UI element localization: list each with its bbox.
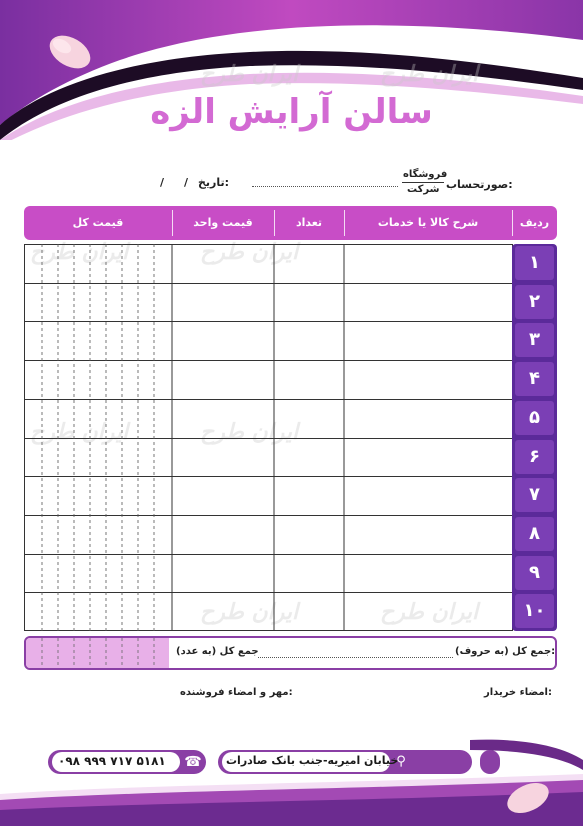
- row-number: ۱: [515, 246, 554, 280]
- totals-amount-cells: [26, 638, 169, 668]
- total-in-words-label: جمع کل (به حروف):: [455, 646, 556, 657]
- date-separator: /: [184, 176, 189, 189]
- row-number: ۲: [515, 285, 554, 319]
- page-title: سالن آرایش الزه: [150, 92, 433, 132]
- total-in-numbers-label: جمع کل (به عدد): [176, 646, 259, 657]
- watermark: ایران طرح: [30, 420, 129, 445]
- col-header-description: شرح کالا یا خدمات: [377, 216, 479, 229]
- watermark: ایران طرح: [200, 420, 299, 445]
- watermark: ایران طرح: [380, 62, 479, 87]
- row-number-column: [512, 244, 557, 631]
- col-header-quantity: تعداد: [295, 216, 323, 229]
- row-number: ۵: [515, 401, 554, 435]
- invoice-label: صورتحساب:: [446, 178, 513, 191]
- row-number: ۷: [515, 478, 554, 512]
- watermark: ایران طرح: [200, 62, 299, 87]
- watermark: ایران طرح: [30, 240, 129, 265]
- col-header-row: ردیف: [519, 216, 550, 229]
- address-text: خیابان امیریه-جنب بانک صادرات: [226, 754, 399, 767]
- watermark: ایران طرح: [200, 600, 299, 625]
- table-header: [24, 206, 557, 240]
- address-pill-end: [480, 750, 500, 774]
- date-label: تاریخ:: [198, 176, 230, 189]
- phone-number: ۰۹۸ ۹۹۹ ۷۱۷ ۵۱۸۱: [58, 754, 166, 768]
- seller-signature-label: مهر و امضاء فروشنده:: [180, 687, 293, 698]
- col-header-total-price: قیمت کل: [72, 216, 124, 229]
- row-number: ۶: [515, 440, 554, 474]
- invoice-name-line[interactable]: [252, 186, 398, 187]
- buyer-signature-label: امضاء خریدار:: [484, 687, 552, 698]
- row-number: ۳: [515, 323, 554, 357]
- watermark: ایران طرح: [200, 240, 299, 265]
- col-header-unit-price: قیمت واحد: [193, 216, 253, 229]
- row-number: ۱۰: [515, 594, 554, 628]
- store-label: فروشگاه: [403, 169, 448, 180]
- fraction-divider: [402, 182, 444, 183]
- location-pin-icon: ⚲: [396, 754, 406, 769]
- total-in-words-line[interactable]: [258, 657, 453, 658]
- company-label: شرکت: [407, 184, 440, 195]
- watermark: ایران طرح: [380, 600, 479, 625]
- row-number: ۹: [515, 556, 554, 590]
- invoice-table: [24, 244, 557, 631]
- row-number: ۴: [515, 362, 554, 396]
- date-separator: /: [160, 176, 165, 189]
- row-number: ۸: [515, 517, 554, 551]
- phone-icon: ☎: [184, 754, 202, 770]
